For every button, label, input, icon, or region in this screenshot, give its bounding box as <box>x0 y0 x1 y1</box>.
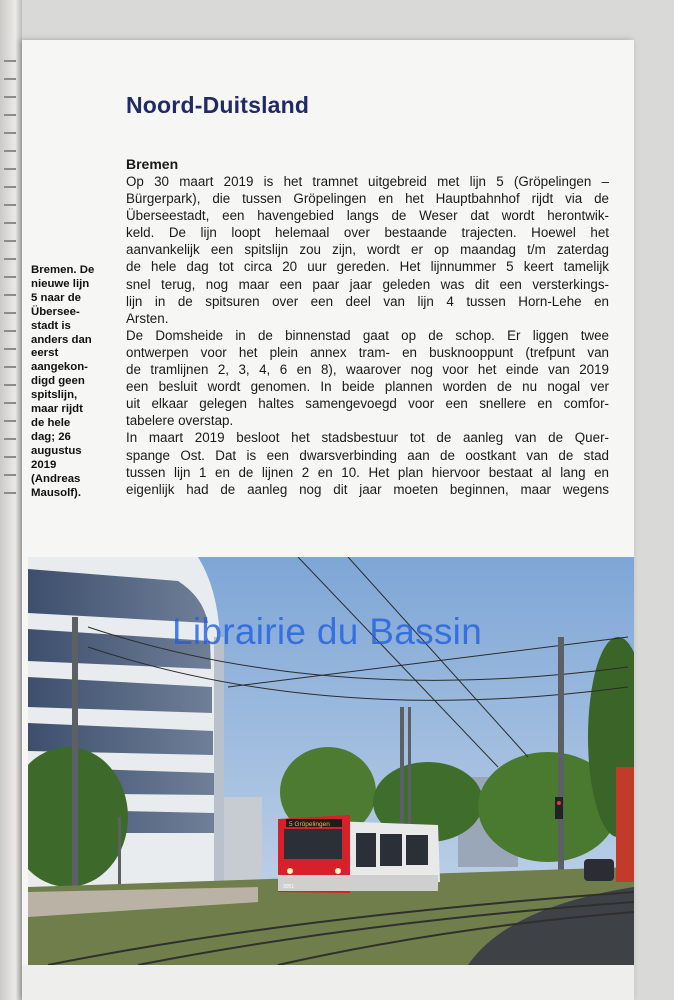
body-line: Bürgerpark), die tussen Gröpelingen en het Hauptbahnhof rijdt via de <box>126 191 609 207</box>
body-line: een besluit wordt genomen. In beide plannen worden de nu nogal ver <box>126 379 609 395</box>
caption-line: augustus <box>31 444 82 457</box>
tram-destination-display: 5 Gröpelingen <box>289 821 330 828</box>
article-body <box>126 173 609 498</box>
body-line: de tramlijnen 2, 3, 4, 6 en 8), waarover nog voor het einde van 2019 <box>126 362 609 378</box>
caption-line: nieuwe lijn <box>31 277 90 290</box>
adjacent-page-text-marks <box>4 60 18 510</box>
caption-line: de hele <box>31 416 71 429</box>
distant-building <box>224 797 262 887</box>
body-line: snel terug, nog maar een paar jaar geleden was dit een versterkings- <box>126 276 609 292</box>
caption-line: 2019 <box>31 458 57 471</box>
tram-fleet-number: 3051 <box>283 884 295 890</box>
body-line: tabelere overstap. <box>126 413 234 429</box>
section-subheading: Bremen <box>126 156 179 172</box>
caption-line: eerst <box>31 347 59 360</box>
caption-line: Bremen. De <box>31 264 95 276</box>
caption-line: 5 naar de <box>31 291 82 304</box>
body-line: de hele dag tot circa 20 uur gereden. Het lijnnummer 5 keert tamelijk <box>126 259 609 275</box>
page-bottom-margin <box>22 965 634 1000</box>
caption-line: Übersee- <box>31 305 80 318</box>
page-heading: Noord-Duitsland <box>126 92 310 118</box>
body-line: ontwerpen voor het plein annex tram- en busknooppunt (trefpunt van <box>126 344 609 360</box>
caption-line: dag; 26 <box>31 430 71 443</box>
caption-line: Mausolf). <box>31 486 81 499</box>
body-line: eigenlijk had de aanleg nog dit jaar moeten beginnen, maar wegens <box>126 481 609 497</box>
caption-line: maar rijdt <box>31 403 83 416</box>
caption-line: anders dan <box>31 333 92 346</box>
caption-line: digd geen <box>31 375 85 388</box>
body-line: Überseestadt, een havengebied langs de Weser dat wordt herontwik- <box>126 208 609 224</box>
body-line: spange Ost. Dat is een dwarsverbinding aan de oostkant van de stad <box>126 447 609 463</box>
watermark: Librairie du Bassin <box>172 611 483 652</box>
traffic-light <box>555 797 563 819</box>
body-line: In maart 2019 besloot het stadsbestuur tot de aanleg van de Quer- <box>126 430 609 446</box>
body-line: aanvankelijk een spitslijn zou zijn, wordt er op maandag t/m zaterdag <box>126 242 609 258</box>
body-line: lijn in de spitsuren over een deel van lijn 4 tussen Horn-Lehe en <box>126 293 609 309</box>
car <box>584 859 614 881</box>
caption-line: aangekon- <box>31 361 88 374</box>
tram <box>278 815 440 893</box>
adjacent-page-edge <box>0 0 22 1000</box>
photo-caption <box>31 264 103 500</box>
body-line: keld. De lijn loopt helemaal over bestaande trajecten. Hoewel het <box>126 225 609 241</box>
body-line: Arsten. <box>126 310 169 326</box>
body-line: uit elkaar gelegen haltes samengevoegd voor een snellere en comfor- <box>126 396 609 412</box>
body-line: Op 30 maart 2019 is het tramnet uitgebreid met lijn 5 (Gröpelingen – <box>126 174 609 189</box>
caption-line: spitslijn, <box>31 389 78 402</box>
caption-line: (Andreas <box>31 472 81 485</box>
body-line: De Domsheide in de binnenstad gaat op de schop. Er liggen twee <box>126 327 609 343</box>
lorry <box>616 767 634 882</box>
body-line: tussen lijn 1 en de lijnen 2 en 10. Het plan hiervoor bestaat al lang en <box>126 464 609 480</box>
caption-line: stadt is <box>31 319 71 332</box>
